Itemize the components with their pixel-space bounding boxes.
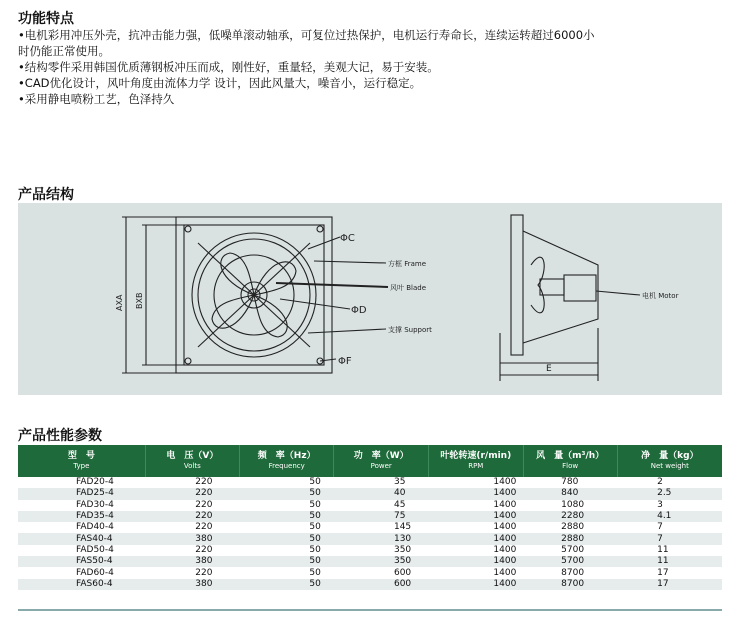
label-axa: AXA <box>115 294 124 311</box>
mount-hole <box>185 226 191 232</box>
side-motor <box>564 275 596 301</box>
label-blade: 风叶 Blade <box>390 284 427 292</box>
header-frequency: 频 率（Hz） Frequency <box>239 445 334 477</box>
side-hub <box>540 279 564 295</box>
table-row: FAD30-4 220 50 45 1400 1080 3 <box>18 500 722 511</box>
table-row: FAD60-4 220 50 600 1400 8700 17 <box>18 567 722 578</box>
label-phi-f: ΦF <box>338 356 352 367</box>
header-flow: 风 量（m³/h） Flow <box>523 445 617 477</box>
table-row: FAD20-4 220 50 35 1400 780 2 <box>18 477 722 488</box>
header-power: 功 率（W） Power <box>334 445 428 477</box>
structure-diagram <box>18 203 722 395</box>
label-support: 支撑 Support <box>388 326 432 334</box>
motor-leader <box>596 291 640 295</box>
feature-line: •结构零件采用韩国优质薄钢板冲压而成，刚性好，重量轻，美观大记，易于安装。 <box>18 60 439 74</box>
label-e: E <box>546 364 552 374</box>
table-row: FAD35-4 220 50 75 1400 2280 4.1 <box>18 511 722 522</box>
structure-diagram-panel <box>18 203 722 395</box>
performance-title: 产品性能参数 <box>18 428 102 444</box>
table-row: FAD40-4 220 50 145 1400 2880 7 <box>18 522 722 533</box>
feature-line: •采用静电喷粉工艺，色泽持久 <box>18 92 175 106</box>
feature-line: 时仍能正常使用。 <box>18 44 110 58</box>
header-volts: 电 压（V） Volts <box>145 445 239 477</box>
label-frame: 方框 Frame <box>388 260 427 268</box>
features-title: 功能特点 <box>18 11 74 27</box>
table-bottom-rule <box>18 609 722 611</box>
table-row: FAS40-4 380 50 130 1400 2880 7 <box>18 533 722 544</box>
blade <box>212 295 254 328</box>
header-type: 型 号 Type <box>18 445 145 477</box>
side-blade <box>531 257 544 313</box>
mount-hole <box>185 358 191 364</box>
table-row: FAD50-4 220 50 350 1400 5700 11 <box>18 545 722 556</box>
label-phi-c: ΦC <box>340 233 355 244</box>
blade <box>221 253 254 295</box>
label-bxb: BXB <box>135 292 144 309</box>
feature-line: •CAD优化设计，风叶角度由流体力学 设计，因此风量大，噪音小，运行稳定。 <box>18 76 422 90</box>
table-row: FAD25-4 220 50 40 1400 840 2.5 <box>18 488 722 499</box>
table-header-row <box>18 445 722 477</box>
blade <box>254 262 296 295</box>
structure-title: 产品结构 <box>18 187 74 203</box>
header-net-weight: 净 量（kg） Net weight <box>617 445 722 477</box>
label-phi-d: ΦD <box>351 305 367 316</box>
side-support <box>523 231 598 343</box>
features-list <box>18 27 743 107</box>
feature-line: •电机彩用冲压外壳，抗冲击能力强，低噪单滚动轴承，可复位过热保护，电机运行寿命长，连续运转超过6000小 <box>18 28 595 42</box>
performance-table <box>18 445 722 590</box>
table-row: FAS50-4 380 50 350 1400 5700 11 <box>18 556 722 567</box>
label-motor: 电机 Motor <box>642 292 679 300</box>
header-rpm: 叶轮转速(r/min) RPM <box>428 445 523 477</box>
mount-hole <box>317 226 323 232</box>
blade <box>254 295 287 337</box>
side-frame <box>511 215 523 355</box>
table-row: FAS60-4 380 50 600 1400 8700 17 <box>18 579 722 590</box>
